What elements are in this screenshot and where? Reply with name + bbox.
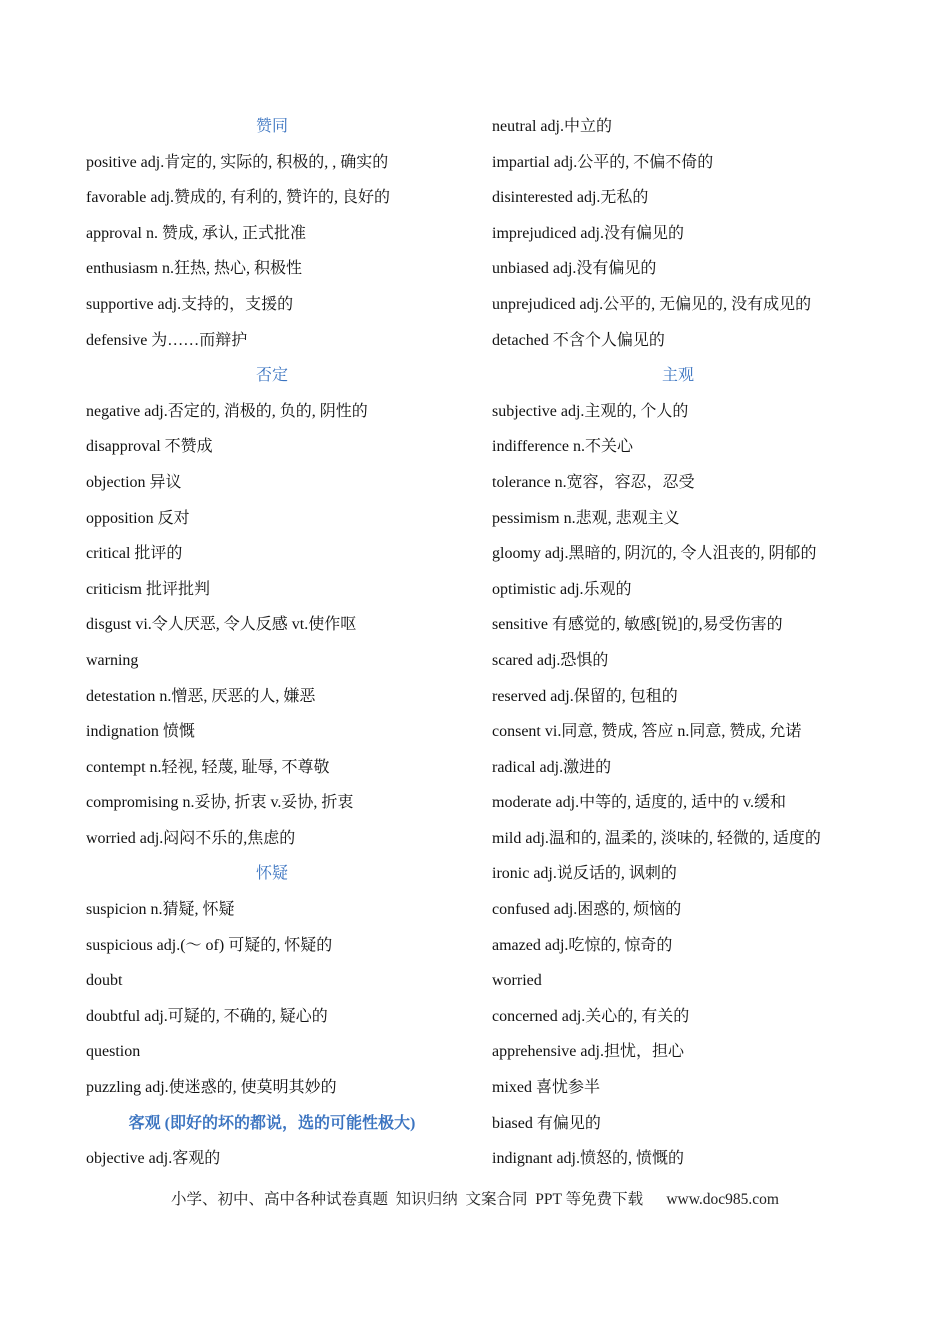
vocab-entry: disapproval 不赞成 [86, 438, 213, 456]
vocab-entry: indignant adj.愤怒的, 愤慨的 [492, 1150, 684, 1168]
vocab-entry: criticism 批评批判 [86, 580, 210, 598]
vocab-entry: puzzling adj.使迷惑的, 使莫明其妙的 [86, 1079, 337, 1097]
vocab-entry: mild adj.温和的, 温柔的, 淡味的, 轻微的, 适度的 [492, 829, 821, 847]
vocab-entry: concerned adj.关心的, 有关的 [492, 1007, 690, 1025]
vocab-entry: tolerance n.宽容，容忍，忍受 [492, 473, 695, 491]
vocab-entry: disgust vi.令人厌恶, 令人反感 vt.使作呕 [86, 616, 357, 634]
vocab-entry: critical 批评的 [86, 545, 183, 563]
section-heading: 主观 [661, 367, 694, 385]
vocab-entry: reserved adj.保留的, 包租的 [492, 687, 678, 705]
section-heading: 客观 (即好的坏的都说，选的可能性极大) [128, 1114, 416, 1132]
vocab-entry: favorable adj.赞成的, 有利的, 赞许的, 良好的 [86, 189, 390, 207]
vocab-entry: supportive adj.支持的，支援的 [86, 295, 294, 313]
vocab-entry: negative adj.否定的, 消极的, 负的, 阴性的 [86, 402, 368, 420]
vocab-entry: ironic adj.说反话的, 讽刺的 [492, 865, 677, 883]
vocab-entry: amazed adj.吃惊的, 惊奇的 [492, 936, 673, 954]
vocab-entry: worried adj.闷闷不乐的,焦虑的 [86, 829, 296, 847]
vocab-entry: positive adj.肯定的, 实际的, 积极的, , 确实的 [86, 153, 389, 171]
vocab-entry: approval n. 赞成, 承认, 正式批准 [86, 224, 306, 242]
vocab-entry: sensitive 有感觉的, 敏感[锐]的,易受伤害的 [492, 616, 783, 634]
vocab-entry: doubt [86, 972, 123, 990]
left-column [86, 109, 456, 1177]
vocab-entry: opposition 反对 [86, 509, 190, 527]
vocab-entry: disinterested adj.无私的 [492, 189, 649, 207]
vocab-entry: worried [492, 972, 542, 990]
vocab-entry: gloomy adj.黑暗的, 阴沉的, 令人沮丧的, 阴郁的 [492, 545, 817, 563]
vocab-entry: neutral adj.中立的 [492, 118, 612, 135]
vocab-entry: confused adj.困惑的, 烦恼的 [492, 901, 682, 919]
vocab-entry: unbiased adj.没有偏见的 [492, 260, 657, 278]
vocab-entry: suspicious adj.(～ of) 可疑的, 怀疑的 [86, 936, 333, 954]
vocab-entry: apprehensive adj.担忧，担心 [492, 1043, 684, 1061]
vocab-entry: mixed 喜忧参半 [492, 1079, 600, 1097]
vocab-entry: detached 不含个人偏见的 [492, 331, 665, 349]
section-heading: 赞同 [255, 118, 288, 135]
vocab-entry: subjective adj.主观的, 个人的 [492, 402, 689, 420]
vocab-entry: radical adj.激进的 [492, 758, 612, 776]
vocab-entry: warning [86, 651, 139, 669]
vocab-entry: imprejudiced adj.没有偏见的 [492, 224, 684, 242]
vocab-entry: compromising n.妥协, 折衷 v.妥协, 折衷 [86, 794, 354, 812]
vocab-entry: scared adj.恐惧的 [492, 651, 609, 669]
vocab-entry: moderate adj.中等的, 适度的, 适中的 v.缓和 [492, 794, 787, 812]
section-heading: 否定 [255, 367, 288, 385]
vocab-entry: objection 异议 [86, 473, 182, 491]
vocab-entry: doubtful adj.可疑的, 不确的, 疑心的 [86, 1007, 328, 1025]
vocab-entry: consent vi.同意, 赞成, 答应 n.同意, 赞成, 允诺 [492, 723, 802, 741]
vocab-entry: objective adj.客观的 [86, 1150, 221, 1168]
vocab-entry: pessimism n.悲观, 悲观主义 [492, 509, 680, 527]
vocab-entry: contempt n.轻视, 轻蔑, 耻辱, 不尊敬 [86, 758, 330, 776]
section-heading: 怀疑 [255, 865, 288, 883]
vocab-entry: impartial adj.公平的, 不偏不倚的 [492, 153, 714, 171]
right-column [492, 109, 892, 1177]
vocab-entry: unprejudiced adj.公平的, 无偏见的, 没有成见的 [492, 295, 812, 313]
vocab-entry: defensive 为……而辩护 [86, 331, 248, 349]
vocab-entry: question [86, 1043, 141, 1061]
page-footer: 小学、初中、高中各种试卷真题 知识归纳 文案合同 PPT 等免费下载 www.doc985.com [171, 1191, 779, 1208]
vocab-entry: optimistic adj.乐观的 [492, 580, 632, 598]
vocab-entry: indignation 愤慨 [86, 723, 195, 741]
vocab-entry: indifference n.不关心 [492, 438, 633, 456]
vocab-entry: biased 有偏见的 [492, 1114, 601, 1132]
vocab-entry: detestation n.憎恶, 厌恶的人, 嫌恶 [86, 687, 316, 705]
vocab-entry: suspicion n.猜疑, 怀疑 [86, 901, 235, 919]
vocab-entry: enthusiasm n.狂热, 热心, 积极性 [86, 260, 302, 278]
